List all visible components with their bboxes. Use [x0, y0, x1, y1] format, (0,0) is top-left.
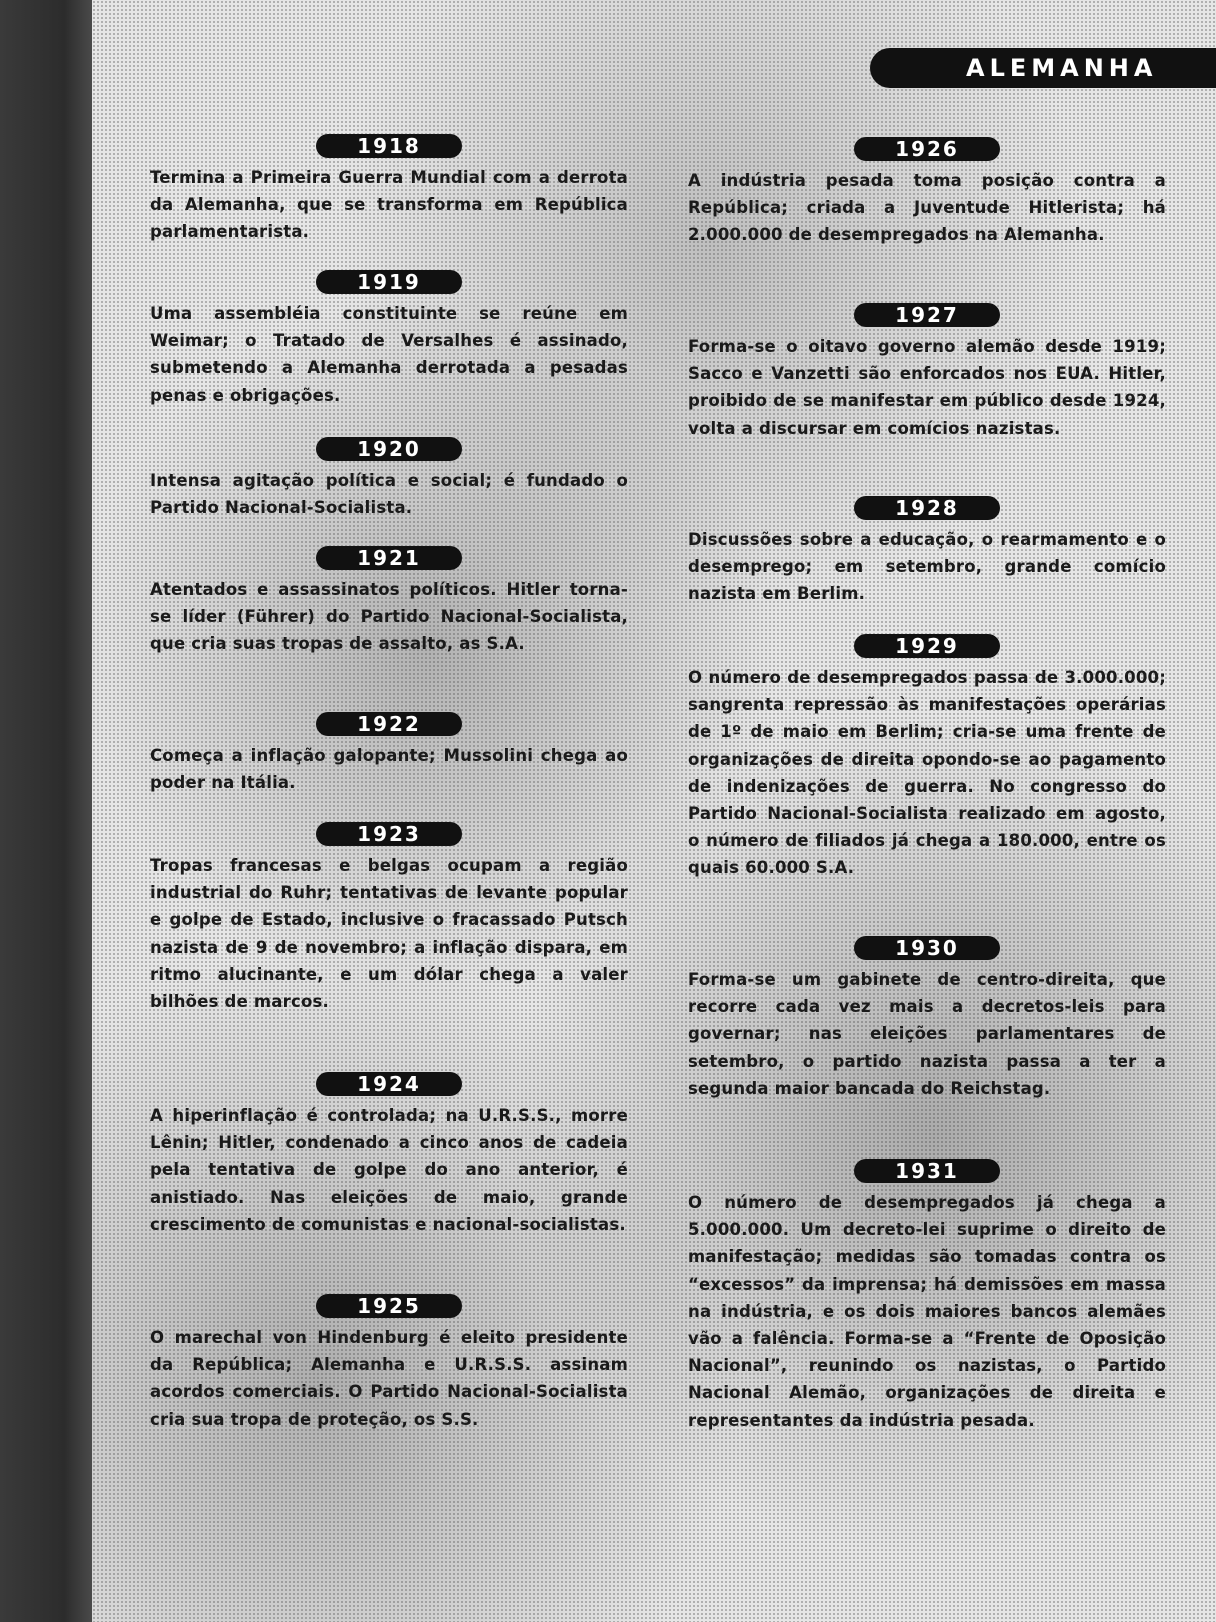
year-badge: 1928 [854, 496, 1000, 520]
entry-text: O número de desempregados passa de 3.000.000; sangrenta repressão às manifestações operárias de 1º de maio em Berlim; cria-se uma frente de organizações de direita opondo-se ao pagamento de indenizações de guerra. No congresso do Partido Nacional-Socialista realizado em agosto, o número de filiados já chega a 180.000, entre os quais 60.000 S.A. [688, 668, 1166, 878]
year-badge: 1921 [316, 546, 462, 570]
timeline-entry-1920 [150, 437, 628, 521]
entry-text: Tropas francesas e belgas ocupam a região industrial do Ruhr; tentativas de levante popular e golpe de Estado, inclusive o fracassado Putsch nazista de 9 de novembro; a inflação dispara, em ritmo alucinante, e um dólar chega a valer bilhões de marcos. [150, 856, 628, 1012]
entry-text: Forma-se o oitavo governo alemão desde 1919; Sacco e Vanzetti são enforcados nos EUA. Hitler, proibido de se manifestar em público desde 1924, volta a discursar em comícios nazistas. [688, 337, 1166, 438]
year-badge: 1930 [854, 936, 1000, 960]
entry-text: Forma-se um gabinete de centro-direita, que recorre cada vez mais a decretos-leis para governar; nas eleições parlamentares de setembro, o partido nazista passa a ter a segunda maior bancada do Reichstag. [688, 970, 1166, 1098]
year-badge: 1919 [316, 270, 462, 294]
year-badge: 1924 [316, 1072, 462, 1096]
timeline-entry-1924 [150, 1072, 628, 1238]
entry-text: Discussões sobre a educação, o rearmamento e o desemprego; em setembro, grande comício nazista em Berlim. [688, 530, 1166, 604]
entry-text: A indústria pesada toma posição contra a República; criada a Juventude Hitlerista; há 2.000.000 de desempregados na Alemanha. [688, 171, 1166, 245]
section-title: ALEMANHA [966, 54, 1158, 82]
entry-text: O marechal von Hindenburg é eleito presidente da República; Alemanha e U.R.S.S. assinam acordos comerciais. O Partido Nacional-Socialista cria sua tropa de proteção, os S.S. [150, 1328, 628, 1429]
timeline-entry-1931 [688, 1159, 1166, 1434]
timeline-entry-1927 [688, 303, 1166, 442]
entry-text: Atentados e assassinatos políticos. Hitler torna-se líder (Führer) do Partido Nacional-Socialista, que cria suas tropas de assalto, as S.A. [150, 580, 628, 654]
timeline-entry-1929 [688, 634, 1166, 882]
year-badge: 1923 [316, 822, 462, 846]
entry-text: Uma assembléia constituinte se reúne em Weimar; o Tratado de Versalhes é assinado, submetendo a Alemanha derrotada a pesadas penas e obrigações. [150, 304, 628, 405]
entry-text: O número de desempregados já chega a 5.000.000. Um decreto-lei suprime o direito de manifestação; medidas são tomadas contra os “excessos” da imprensa; há demissões em massa na indústria, e os dois maiores bancos alemães vão a falência. Forma-se a “Frente de Oposição Nacional”, reunindo os nazistas, o Partido Nacional Alemão, organizações de direita e representantes da indústria pesada. [688, 1193, 1166, 1430]
timeline-entry-1922 [150, 712, 628, 796]
year-badge: 1927 [854, 303, 1000, 327]
entry-text: A hiperinflação é controlada; na U.R.S.S., morre Lênin; Hitler, condenado a cinco anos de cadeia pela tentativa de golpe do ano anterior, é anistiado. Nas eleições de maio, grande crescimento de comunistas e nacional-socialistas. [150, 1106, 628, 1234]
year-badge: 1931 [854, 1159, 1000, 1183]
entry-text: Intensa agitação política e social; é fundado o Partido Nacional-Socialista. [150, 471, 628, 518]
timeline-entry-1921 [150, 546, 628, 658]
entry-text: Começa a inflação galopante; Mussolini chega ao poder na Itália. [150, 746, 628, 793]
timeline-entry-1918 [150, 134, 628, 246]
timeline-entry-1923 [150, 822, 628, 1015]
timeline-entry-1925 [150, 1294, 628, 1433]
year-badge: 1926 [854, 137, 1000, 161]
entry-text: Termina a Primeira Guerra Mundial com a derrota da Alemanha, que se transforma em República parlamentarista. [150, 168, 628, 242]
timeline-entry-1919 [150, 270, 628, 409]
year-badge: 1922 [316, 712, 462, 736]
timeline-entry-1926 [688, 137, 1166, 249]
section-header [870, 48, 1216, 88]
book-spine [0, 0, 92, 1622]
timeline-entry-1930 [688, 936, 1166, 1102]
timeline-entry-1928 [688, 496, 1166, 608]
year-badge: 1925 [316, 1294, 462, 1318]
year-badge: 1929 [854, 634, 1000, 658]
year-badge: 1920 [316, 437, 462, 461]
year-badge: 1918 [316, 134, 462, 158]
